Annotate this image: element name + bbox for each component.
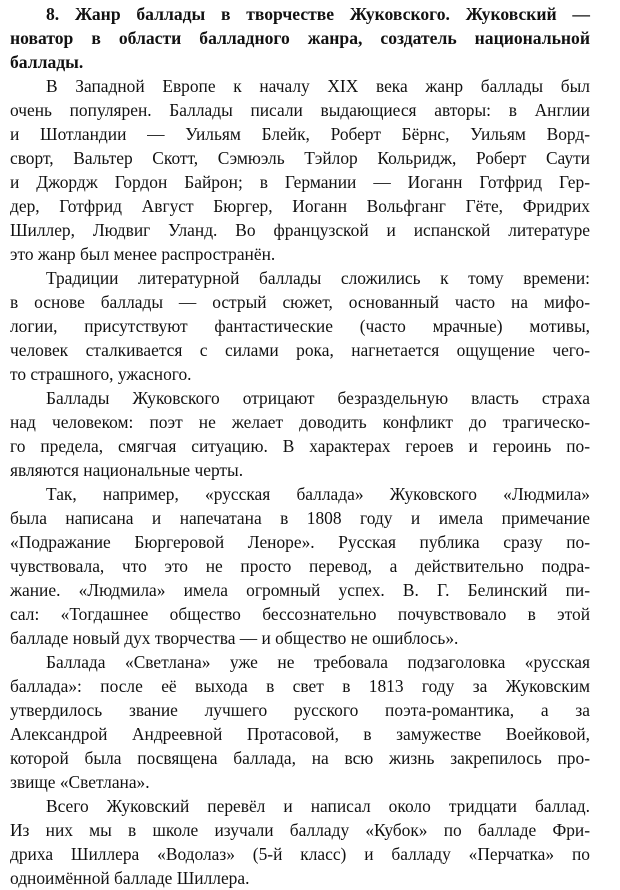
text-line: жание. «Людмила» имела огромный успех. В. Г. Белинский пи- (10, 580, 590, 600)
text-line: очень популярен. Баллады писали выдающиеся авторы: в Англии (10, 100, 590, 120)
text-line: балладе новый дух творчества — и общество не ошиблось». (10, 628, 459, 648)
text-line: и Джордж Гордон Байрон; в Германии — Иоганн Готфрид Гер- (10, 172, 590, 192)
heading-line: 8. Жанр баллады в творчестве Жуковского. Жуковский — (46, 4, 590, 24)
text-line: чувствовала, что это не просто перевод, а действительно подра- (10, 556, 590, 576)
text-line: дер, Готфрид Август Бюргер, Иоганн Вольфганг Гёте, Фридрих (10, 196, 590, 216)
text-line: Баллады Жуковского отрицают безраздельную власть страха (46, 388, 590, 408)
text-line: являются национальные черты. (10, 460, 244, 480)
paragraph-1 (10, 74, 590, 266)
text-line: Из них мы в школе изучали балладу «Кубок» по балладе Фри- (10, 820, 590, 840)
document-page (10, 0, 590, 890)
text-line: которой была посвящена баллада, на всю жизнь закрепилось про- (10, 748, 590, 768)
heading-line: баллады. (10, 52, 84, 72)
text-line: то страшного, ужасного. (10, 364, 192, 384)
text-line: логии, присутствуют фантастические (часто мрачные) мотивы, (10, 316, 590, 336)
paragraph-5 (10, 650, 590, 794)
text-line: В Западной Европе к началу XIX века жанр баллады был (46, 76, 590, 96)
text-line: Традиции литературной баллады сложились к тому времени: (46, 268, 590, 288)
text-line: звище «Светлана». (10, 772, 150, 792)
heading-line: новатор в области балладного жанра, создатель национальной (10, 28, 590, 48)
paragraph-6 (10, 794, 590, 890)
text-line: в основе баллады — острый сюжет, основанный часто на мифо- (10, 292, 590, 312)
text-line: дриха Шиллера «Водолаз» (5-й класс) и балладу «Перчатка» по (10, 844, 590, 864)
text-line: го предела, смягчая ситуацию. В характерах героев и героинь по- (10, 436, 590, 456)
text-line: Шиллер, Людвиг Уланд. Во французской и испанской литературе (10, 220, 590, 240)
text-line: это жанр был менее распространён. (10, 244, 276, 264)
paragraph-4 (10, 482, 590, 650)
paragraph-3 (10, 386, 590, 482)
text-line: «Подражание Бюргеровой Леноре». Русская публика сразу по- (10, 532, 590, 552)
text-line: сал: «Тогдашнее общество бессознательно почувствовало в этой (10, 604, 590, 624)
text-line: Всего Жуковский перевёл и написал около тридцати баллад. (46, 796, 590, 816)
text-line: Александрой Андреевной Протасовой, в замужестве Воейковой, (10, 724, 590, 744)
text-line: человек сталкивается с силами рока, нагнетается ощущение чего- (10, 340, 590, 360)
text-line: Так, например, «русская баллада» Жуковского «Людмила» (46, 484, 590, 504)
text-line: и Шотландии — Уильям Блейк, Роберт Бёрнс, Уильям Ворд- (10, 124, 590, 144)
text-line: была написана и напечатана в 1808 году и имела примечание (10, 508, 590, 528)
text-line: одноимённой балладе Шиллера. (10, 868, 250, 888)
text-line: сворт, Вальтер Скотт, Сэмюэль Тэйлор Кольридж, Роберт Саути (10, 148, 590, 168)
text-line: баллада»: после её выхода в свет в 1813 году за Жуковским (10, 676, 590, 696)
paragraph-2 (10, 266, 590, 386)
section-heading (10, 2, 590, 74)
text-line: над человеком: поэт не желает доводить конфликт до трагическо- (10, 412, 590, 432)
text-line: утвердилось звание лучшего русского поэта-романтика, а за (10, 700, 590, 720)
text-line: Баллада «Светлана» уже не требовала подзаголовка «русская (46, 652, 590, 672)
